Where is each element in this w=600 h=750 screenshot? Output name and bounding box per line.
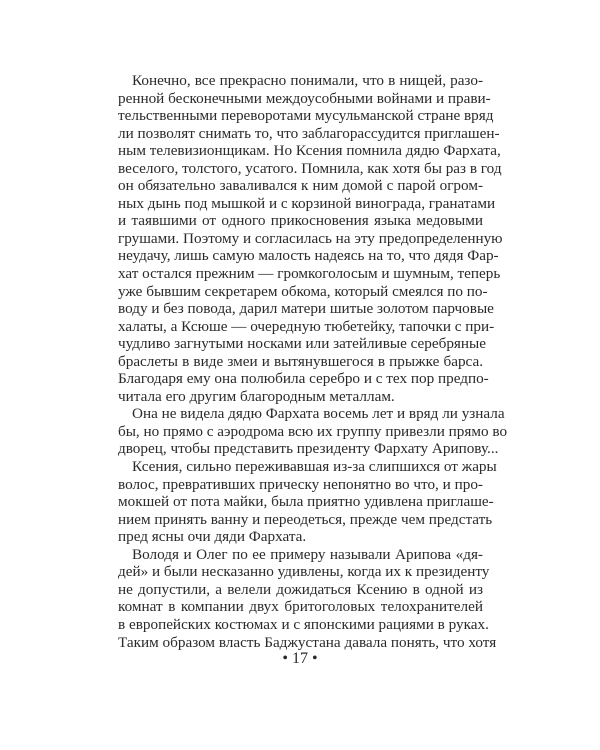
text-line: дей» и были несказанно удивлены, когда их к президенту	[118, 563, 490, 581]
text-line: хат остался прежним — громкоголосым и шумным, теперь	[118, 265, 501, 283]
text-line: ных дынь под мышкой и с корзиной винограда, гранатами	[118, 194, 496, 212]
text-line: чудливо загнутыми носками или затейливые серебряные	[118, 335, 486, 353]
text-line: не допустили, а велели дожидаться Ксению в одной из	[118, 580, 483, 598]
text-line: Таким образом власть Баджустана давала понять, что хотя	[118, 633, 497, 651]
text-line: пред ясны очи дяди Фархата.	[118, 528, 307, 546]
text-line: дворец, чтобы представить президенту Фархату Арипову...	[118, 440, 499, 458]
page-number: • 17 •	[282, 650, 318, 667]
paragraph	[118, 545, 497, 651]
text-line: в европейских костюмах и с японскими рациями в руках.	[118, 615, 489, 633]
text-line: Володя и Олег по ее примеру называли Арипова «дя-	[132, 545, 483, 563]
paragraph	[118, 405, 508, 458]
paragraph	[118, 458, 497, 546]
text-line: он обязательно заваливался к ним домой с парой огром-	[118, 177, 483, 195]
text-line: неудачу, лишь самую малость надеясь на то, что дядя Фар-	[118, 247, 499, 265]
text-line: воду и без повода, дарил матери шитые золотом парчовые	[118, 300, 494, 318]
text-line: халаты, а Ксюше — очередную тюбетейку, тапочки с при-	[118, 317, 495, 335]
text-line: бы, но прямо с аэродрома всю их группу привезли прямо во	[118, 422, 508, 440]
text-line: Благодаря ему она полюбила серебро и с тех пор предпо-	[118, 370, 489, 388]
body-text	[118, 72, 508, 651]
text-line: браслеты в виде змеи и вытянувшегося в прыжке барса.	[118, 352, 483, 370]
text-line: грушами. Поэтому и согласилась на эту предопределенную	[118, 229, 503, 247]
text-line: Конечно, все прекрасно понимали, что в нищей, разо-	[132, 72, 483, 89]
text-line: тельственными переворотами мусульманской стране вряд	[118, 107, 494, 125]
text-line: волос, превративших прическу непонятно во что, и про-	[118, 475, 483, 493]
text-line: Ксения, сильно переживавшая из-за слипшихся от жары	[132, 458, 497, 476]
text-line: комнат в компании двух бритоголовых телохранителей	[118, 598, 483, 616]
text-line: ренной бесконечными междоусобными войнами и прави-	[118, 89, 491, 107]
text-line: мокшей от пота майки, была приятно удивлена приглаше-	[118, 493, 494, 511]
text-line: ли позволят снимать то, что заблагорассудится приглашен-	[118, 124, 500, 142]
text-line: Она не видела дядю Фархата восемь лет и вряд ли узнала	[132, 405, 505, 423]
text-line: ным телевизионщикам. Но Ксения помнила дядю Фархата,	[118, 142, 501, 160]
text-line: уже бывшим секретарем обкома, который смеялся по по-	[118, 282, 488, 300]
text-line: и таявшими от одного прикосновения языка медовыми	[118, 212, 483, 230]
text-line: веселого, толстого, усатого. Помнила, как хотя бы раз в год	[118, 159, 502, 177]
text-line: читала его другим благородным металлам.	[118, 387, 395, 405]
text-line: нием принять ванну и переодеться, прежде чем предстать	[118, 510, 493, 528]
paragraph	[118, 72, 503, 405]
